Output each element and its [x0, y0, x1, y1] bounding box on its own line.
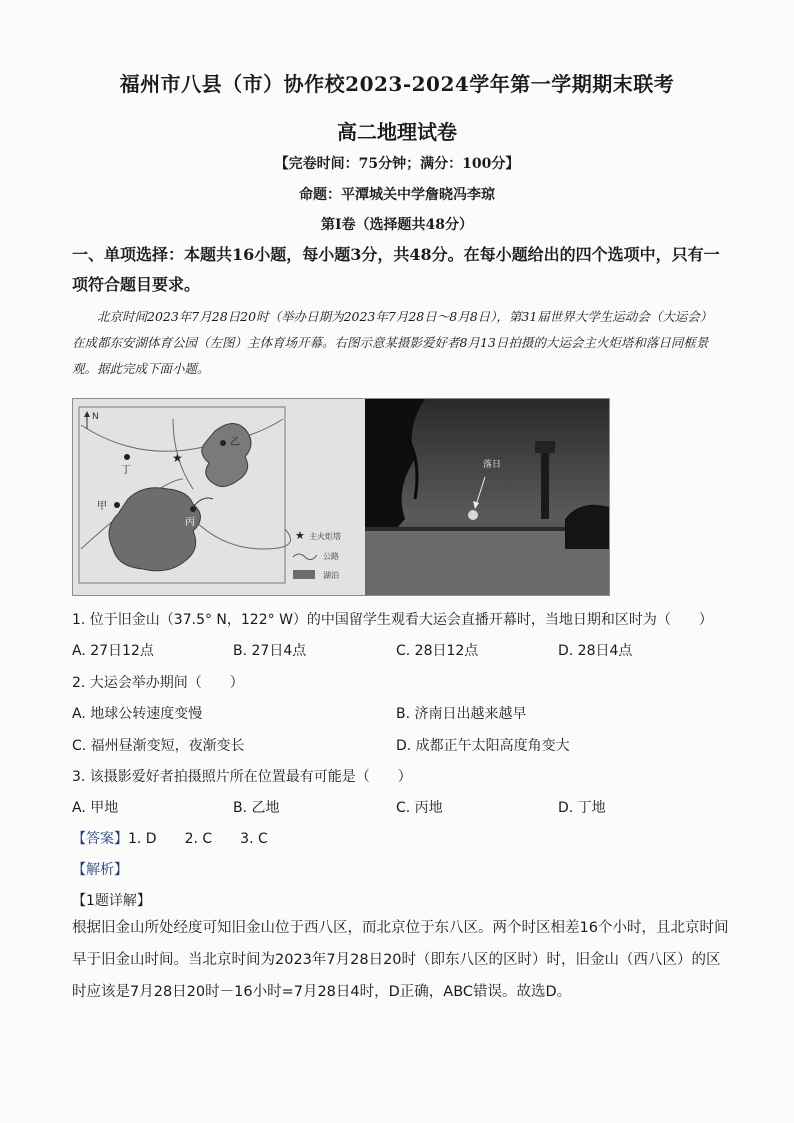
answer-line [72, 828, 268, 848]
answer-label: 【答案】 [72, 831, 128, 847]
intro-paragraph: 北京时间2023年7月28日20时（举办日期为2023年7月28日～8月8日），第31届世界大学生运动会（大运会）在成都东安湖体育公园（左图）主体育场开幕。右图示意某摄影爱好者8月13日拍摄的大运会主火炬塔和落日同框景观。据此完成下面小题。 [72, 309, 713, 376]
figure [72, 398, 610, 596]
torch-star-icon: ★ [172, 451, 183, 465]
exam-title: 福州市八县（市）协作校2023-2024学年第一学期期末联考 [119, 72, 675, 96]
detail-label: 【1题详解】 [72, 893, 151, 909]
q1-option-a[interactable]: A. 27日12点 [72, 643, 154, 659]
q3-option-d[interactable]: D. 丁地 [558, 800, 606, 816]
q1-option-c[interactable]: C. 28日12点 [396, 643, 479, 659]
legend-torch-label: 主火炬塔 [309, 532, 341, 541]
q3-option-c[interactable]: C. 丙地 [396, 800, 443, 816]
question-2-stem: 2. 大运会举办期间（ ） [72, 675, 244, 691]
q1-option-d[interactable]: D. 28日4点 [558, 643, 633, 659]
exam-subtitle: 高二地理试卷 [337, 120, 457, 144]
analysis-label: 【解析】 [72, 862, 128, 878]
question-3-stem: 3. 该摄影爱好者拍摄照片所在位置最有可能是（ ） [72, 769, 412, 785]
author-info: 命题：平潭城关中学詹晓冯李琼 [299, 187, 495, 203]
sun-icon [468, 510, 478, 520]
q2-option-d[interactable]: D. 成都正午太阳高度角变大 [396, 738, 570, 754]
q3-option-b[interactable]: B. 乙地 [233, 800, 280, 816]
sunset-label: 落日 [483, 460, 502, 470]
sunset-photo [365, 399, 609, 595]
answer-values: 1. D 2. C 3. C [128, 831, 268, 847]
legend-lake-icon [293, 570, 315, 579]
place-ding-dot [124, 454, 130, 460]
place-jia-dot [114, 502, 120, 508]
q2-option-a[interactable]: A. 地球公转速度变慢 [72, 706, 203, 722]
explanation-paragraph: 根据旧金山所处经度可知旧金山位于西八区，而北京位于东八区。两个时区相差16个小时，且北京时间早于旧金山时间。当北京时间为2023年7月28日20时（即东八区的区时）时，旧金山（西八区）的区时应该是7月28日20时－16小时=7月28日4时，D正确，ABC错误。故选D。 [72, 920, 729, 1000]
place-bing-dot [190, 506, 196, 512]
time-score-info: 【完卷时间：75分钟；满分：100分】 [274, 156, 520, 172]
section-instruction: 一、单项选择：本题共16小题，每小题3分，共48分。在每小题给出的四个选项中，只有一项符合题目要求。 [72, 245, 720, 294]
place-yi-label: 乙 [230, 437, 240, 448]
north-label: N [92, 412, 99, 422]
legend-star-icon: ★ [295, 529, 305, 542]
q3-option-a[interactable]: A. 甲地 [72, 800, 119, 816]
q1-option-b[interactable]: B. 27日4点 [233, 643, 307, 659]
question-1-stem: 1. 位于旧金山（37.5° N，122° W）的中国留学生观看大运会直播开幕时，当地日期和区时为（ ） [72, 612, 713, 628]
lake-map [73, 399, 365, 595]
part-heading: 第Ⅰ卷（选择题共48分） [320, 217, 474, 233]
q2-option-b[interactable]: B. 济南日出越来越早 [396, 706, 527, 722]
map-drawing [73, 399, 365, 595]
q2-option-c[interactable]: C. 福州昼渐变短，夜渐变长 [72, 738, 245, 754]
photo-drawing [365, 399, 609, 595]
legend-road-label: 公路 [323, 552, 339, 561]
place-ding-label: 丁 [121, 465, 131, 476]
legend-lake-label: 湖泊 [323, 571, 339, 580]
place-jia-label: 甲 [97, 501, 107, 512]
place-yi-dot [220, 440, 226, 446]
place-bing-label: 丙 [185, 517, 195, 528]
